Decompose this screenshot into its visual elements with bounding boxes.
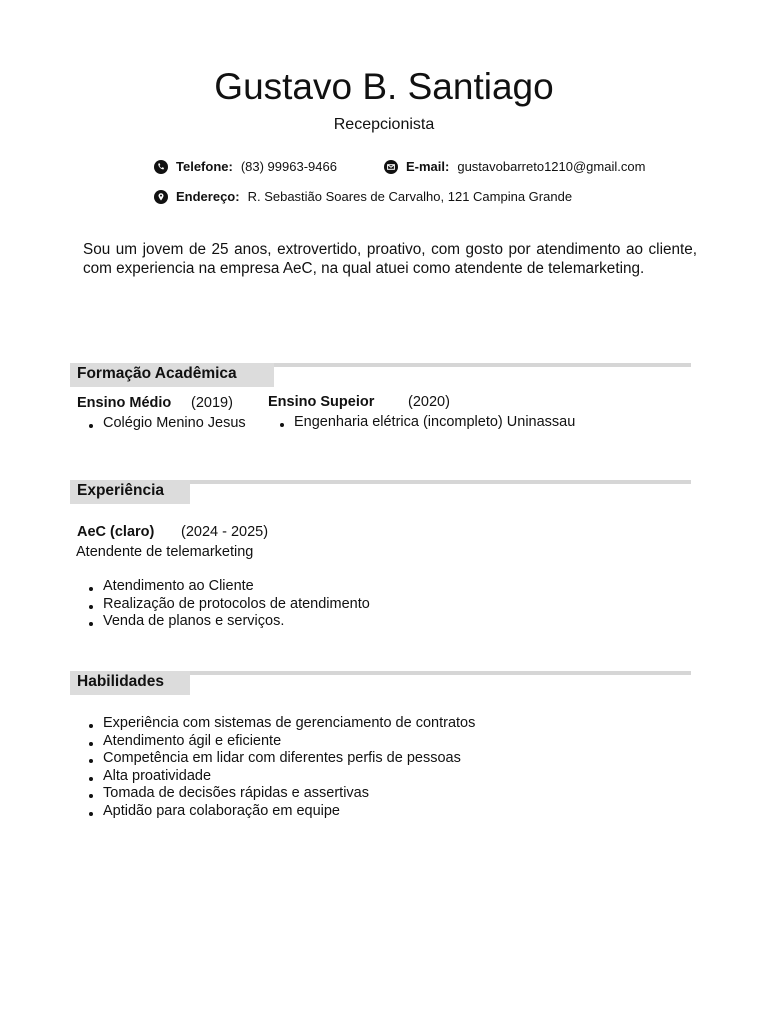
education-heading: Formação Acadêmica	[70, 363, 274, 387]
education-year-1: (2019)	[191, 395, 233, 411]
skills-heading: Habilidades	[70, 671, 190, 695]
list-item: Colégio Menino Jesus	[83, 415, 246, 433]
phone-value: (83) 99963-9466	[240, 159, 337, 174]
list-item: Venda de planos e serviços.	[83, 613, 370, 631]
resume-role: Recepcionista	[333, 116, 435, 133]
list-item: Atendimento ao Cliente	[83, 578, 370, 596]
list-item: Experiência com sistemas de gerenciamento de contratos	[83, 715, 475, 733]
experience-position: Atendente de telemarketing	[76, 544, 254, 560]
list-item: Realização de protocolos de atendimento	[83, 596, 370, 614]
list-item: Tomada de decisões rápidas e assertivas	[83, 785, 475, 803]
experience-task-list	[83, 578, 370, 631]
email-icon	[384, 160, 398, 174]
experience-heading: Experiência	[70, 480, 190, 504]
phone-icon	[154, 160, 168, 174]
contact-email	[384, 159, 645, 174]
phone-label: Telefone:	[176, 159, 233, 174]
education-detail-list-1	[83, 415, 246, 433]
email-label: E-mail:	[406, 159, 450, 174]
location-pin-icon	[154, 190, 168, 204]
experience-company: AeC (claro)	[77, 524, 155, 540]
address-label: Endereço:	[176, 189, 240, 204]
experience-period: (2024 - 2025)	[181, 524, 269, 540]
education-level-2: Ensino Supeior	[268, 394, 375, 410]
resume-name: Gustavo B. Santiago	[214, 66, 554, 107]
contact-phone	[154, 159, 337, 174]
address-value: R. Sebastião Soares de Carvalho, 121 Campina Grande	[247, 189, 573, 204]
contact-address	[154, 189, 572, 204]
list-item: Alta proatividade	[83, 768, 475, 786]
list-item: Competência em lidar com diferentes perfis de pessoas	[83, 750, 475, 768]
email-value: gustavobarreto1210@gmail.com	[457, 159, 646, 174]
list-item: Engenharia elétrica (incompleto) Uninassau	[274, 414, 575, 432]
education-level-1: Ensino Médio	[77, 395, 172, 411]
education-detail-list-2	[274, 414, 575, 432]
list-item: Aptidão para colaboração em equipe	[83, 803, 475, 821]
list-item: Atendimento ágil e eficiente	[83, 733, 475, 751]
profile-summary: Sou um jovem de 25 anos, extrovertido, proativo, com gosto por atendimento ao cliente, com experiencia na empresa AeC, na qual atuei como atendente de telemarketing.	[83, 241, 697, 277]
education-year-2: (2020)	[408, 394, 450, 410]
skills-list	[83, 715, 475, 820]
